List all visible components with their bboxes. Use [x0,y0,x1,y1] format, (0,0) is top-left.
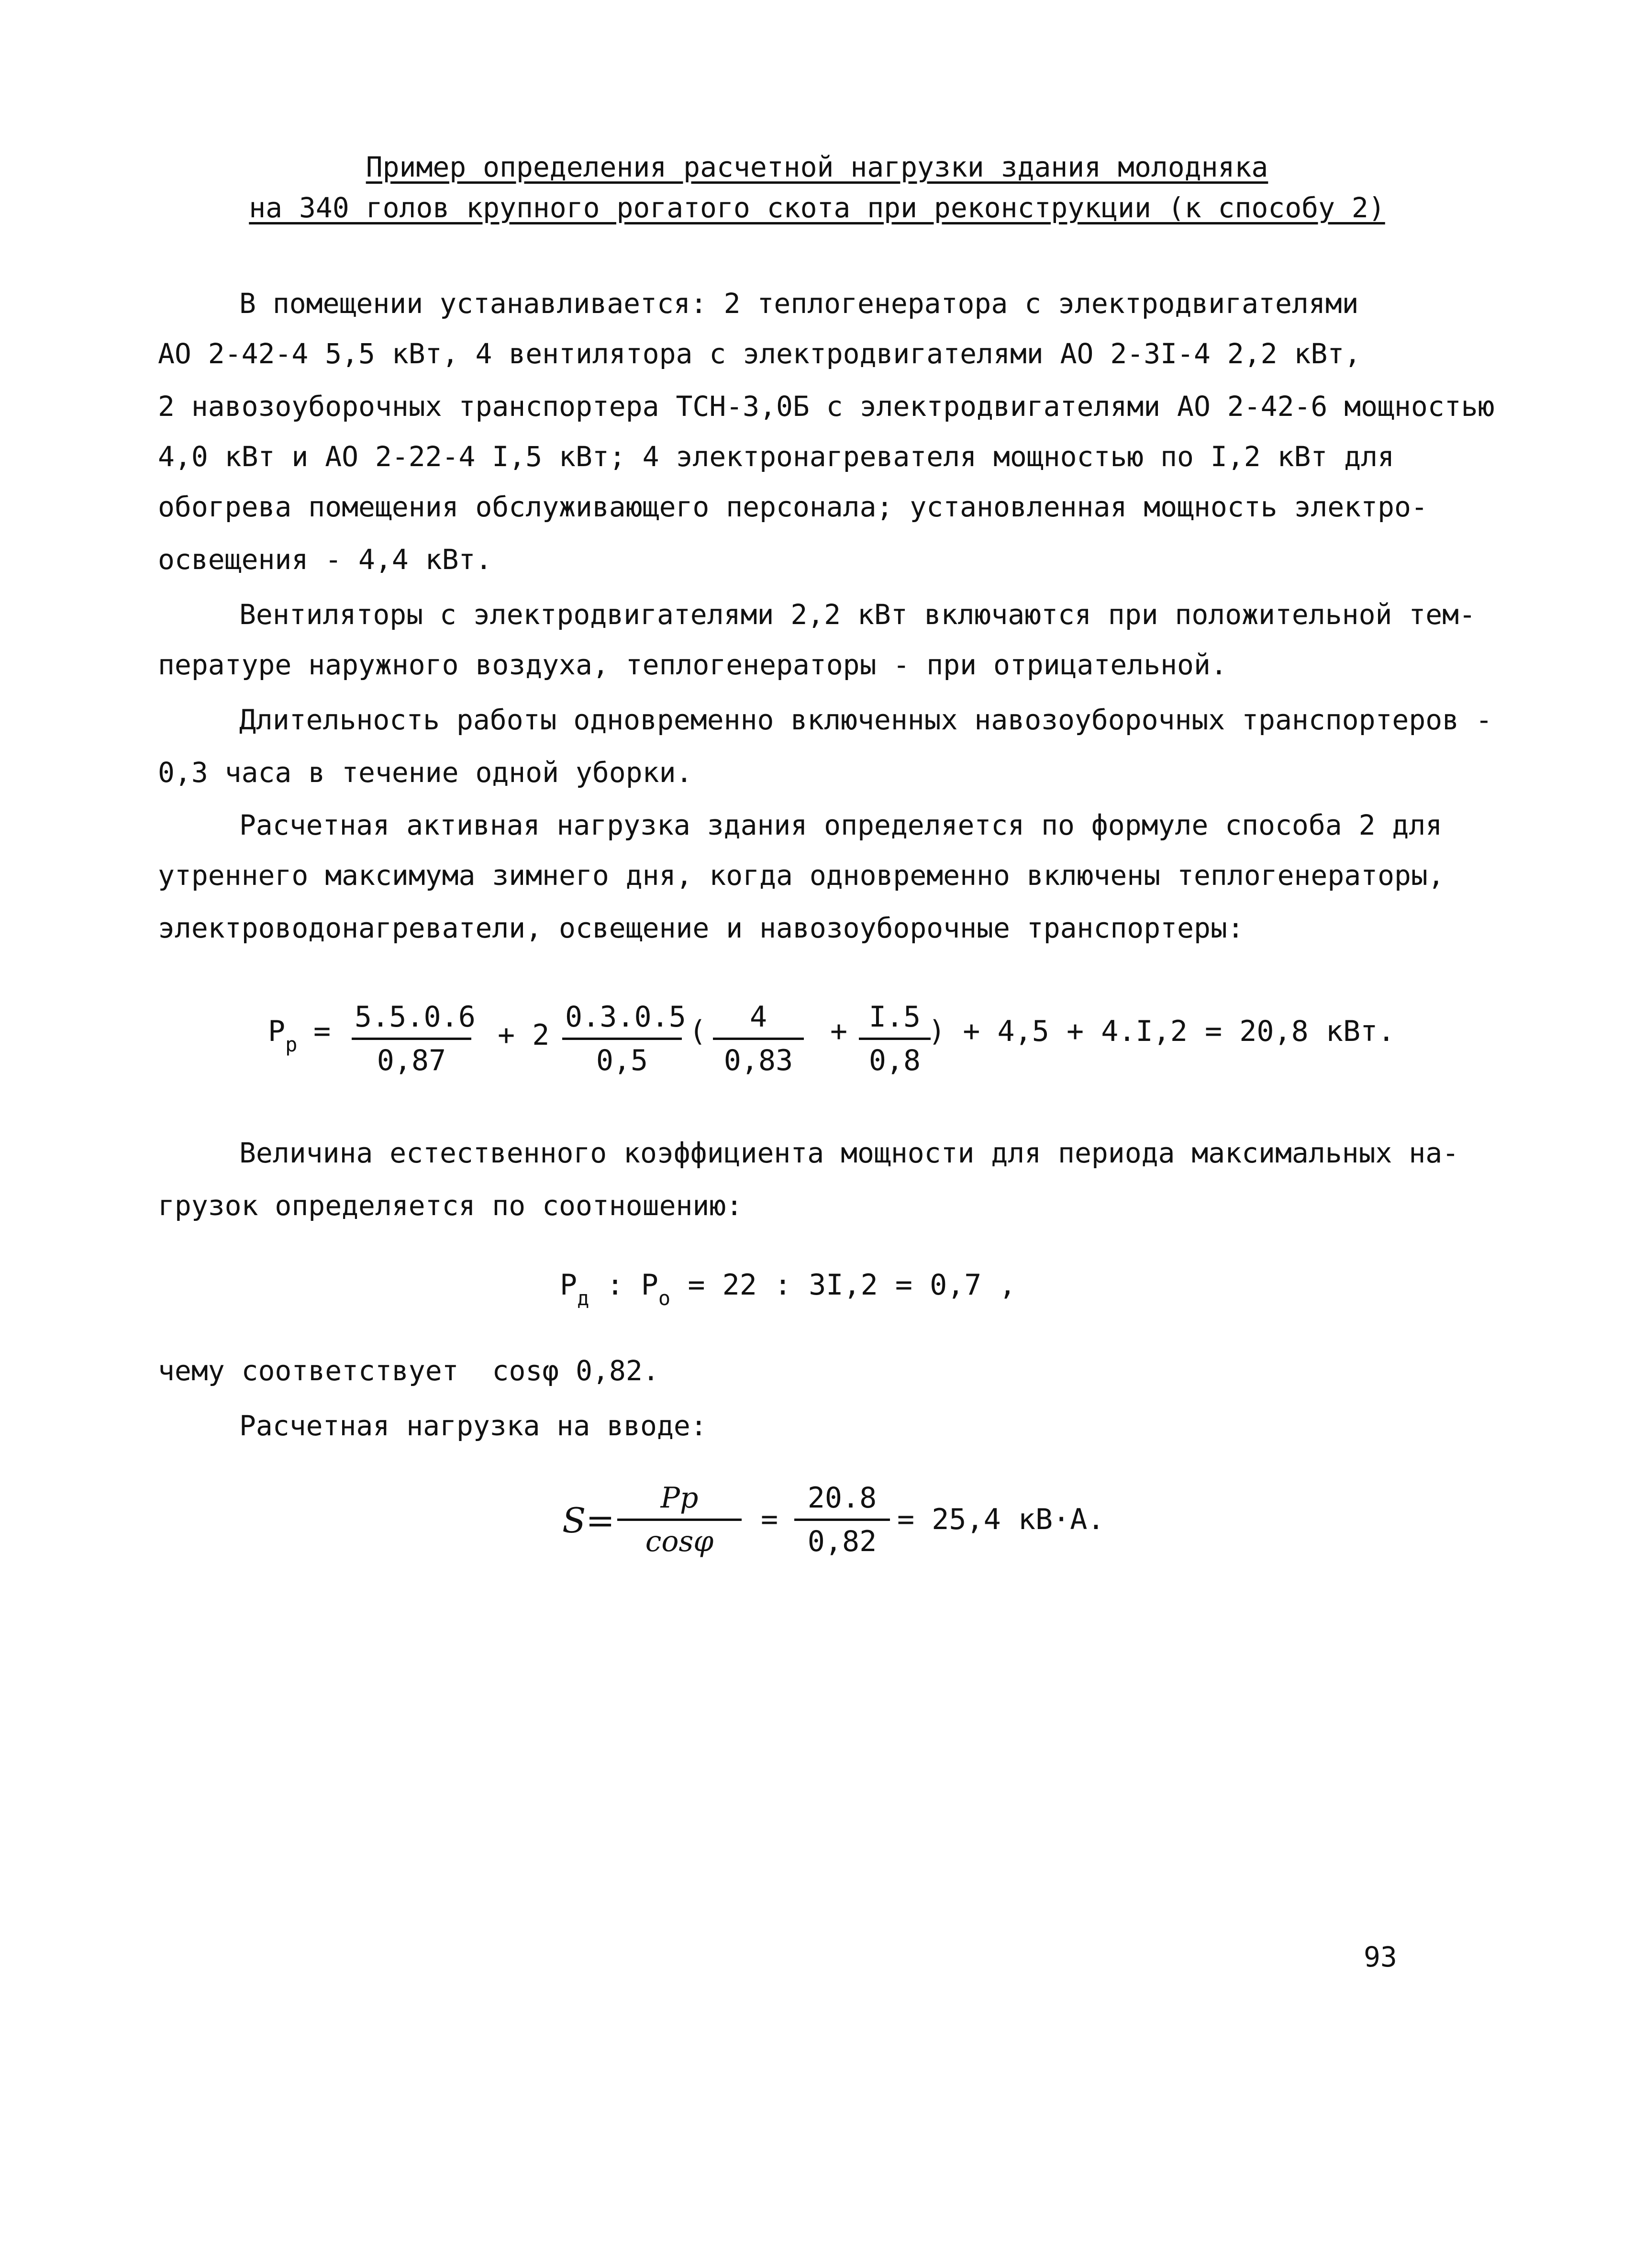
document-title-line-2: на 340 голов крупного рогатого скота при реконструкции (к способу 2) [249,191,1385,224]
formula-3-fraction-1-denominator: cosφ [645,1525,714,1558]
formula-3-fraction-1-numerator: Pp [617,1481,742,1521]
formula-3-eq: = [761,1503,778,1536]
paragraph-4-line: электроводонагреватели, освещение и навозоуборочные транспортеры: [158,912,1244,944]
formula-1-fraction-4 [859,1000,931,1077]
formula-1-fraction-2 [562,1000,686,1077]
paragraph-1-line: 2 навозоуборочных транспортера ТСН-3,0Б с электродвигателями АО 2-42-6 мощностью [158,390,1495,423]
formula-active-load [0,1000,1634,1096]
formula-3-tail: = 25,4 кВ·А. [897,1503,1105,1536]
paragraph-3-line: Длительность работы одновременно включенных навозоуборочных транспортеров - [239,704,1492,736]
paragraph-4-line: Расчетная активная нагрузка здания определяется по формуле способа 2 для [239,809,1443,841]
formula-1-fraction-1-denominator: 0,87 [377,1044,446,1077]
paragraph-2-line: Вентиляторы с электродвигателями 2,2 кВт включаются при положительной тем- [239,598,1476,631]
formula-3-fraction-1 [617,1481,742,1558]
formula-1-plus-2: + 2 [498,1018,550,1052]
formula-1-fraction-3-numerator: 4 [713,1000,804,1040]
paragraph-1-line: АО 2-42-4 5,5 кВт, 4 вентилятора с электродвигателями АО 2-3I-4 2,2 кВт, [158,337,1361,370]
formula-1-fraction-2-numerator: 0.3.0.5 [562,1000,682,1040]
formula-1-plus: + [830,1015,848,1048]
formula-1-fraction-1-numerator: 5.5.0.6 [352,1000,471,1040]
formula-1-fraction-1 [352,1000,476,1077]
paragraph-6-line [158,1354,659,1387]
formula-1-open-paren: ( [689,1015,707,1048]
formula-3-fraction-2-numerator: 20.8 [794,1481,890,1521]
formula-1-fraction-3 [713,1000,804,1077]
formula-2-p1: P [560,1268,578,1302]
paragraph-2-line: пературе наружного воздуха, теплогенераторы - при отрицательной. [158,648,1227,681]
formula-1-fraction-2-denominator: 0,5 [596,1044,648,1077]
formula-1-fraction-4-denominator: 0,8 [868,1044,921,1077]
paragraph-1-line: обогрева помещения обслуживающего персонала; установленная мощность электро- [158,491,1428,523]
paragraph-1-line: 4,0 кВт и АО 2-22-4 I,5 кВт; 4 электронагревателя мощностью по I,2 кВт для [158,440,1395,473]
paragraph-1-line: В помещении устанавливается: 2 теплогенератора с электродвигателями [239,287,1359,320]
formula-2-p1-sub: д [577,1286,589,1310]
cos-phi-value: cosφ 0,82. [492,1354,659,1387]
paragraph-3-line: 0,3 часа в течение одной уборки. [158,756,693,789]
paragraph-5-line: Величина естественного коэффициента мощности для периода максимальных на- [239,1137,1459,1169]
document-title-line-1: Пример определения расчетной нагрузки здания молодняка [366,151,1268,183]
formula-1-eq: = [313,1015,331,1048]
page-number: 93 [1364,1941,1397,1973]
formula-apparent-load [0,1481,1634,1586]
formula-1-lhs: P [268,1015,286,1048]
formula-3-fraction-2-denominator: 0,82 [807,1525,877,1558]
paragraph-4-line: утреннего максимума зимнего дня, когда одновременно включены теплогенераторы, [158,859,1445,892]
formula-1-lhs-sub: р [285,1033,298,1056]
formula-2-tail: = 22 : 3I,2 = 0,7 , [670,1268,1016,1302]
paragraph-1-line: освещения - 4,4 кВт. [158,543,492,576]
formula-1-fraction-3-denominator: 0,83 [723,1044,793,1077]
formula-3-lhs: S= [562,1500,615,1541]
formula-2-mid: : P [589,1268,658,1302]
paragraph-7-line: Расчетная нагрузка на вводе: [239,1409,707,1442]
paragraph-6-text: чему соответствует [158,1354,459,1387]
formula-power-ratio [560,1268,1016,1310]
formula-3-fraction-2 [794,1481,890,1558]
paragraph-5-line: грузок определяется по соотношению: [158,1189,743,1222]
formula-1-fraction-4-numerator: I.5 [859,1000,931,1040]
formula-1-tail: ) + 4,5 + 4.I,2 = 20,8 кВт. [928,1015,1395,1048]
formula-2-p2-sub: о [658,1286,671,1310]
